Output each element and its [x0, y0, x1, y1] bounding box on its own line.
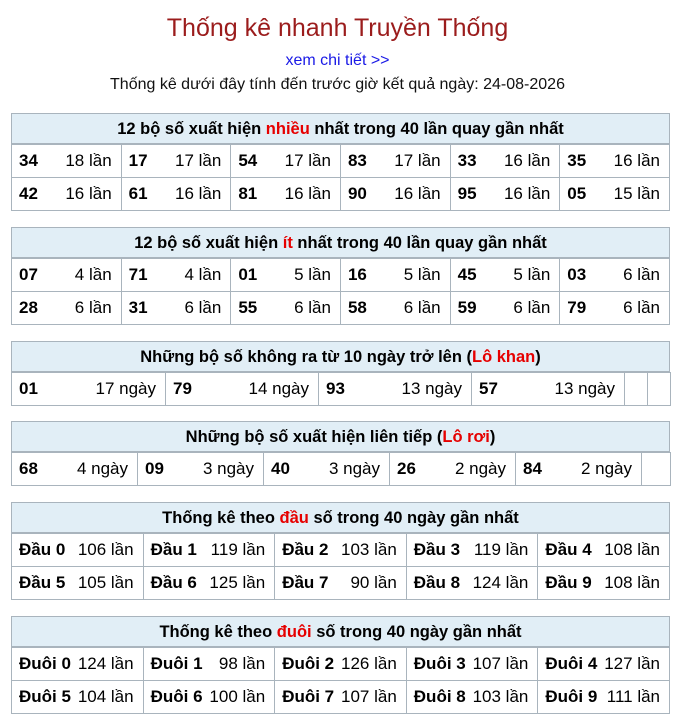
stat-label: 35: [567, 151, 587, 170]
stat-count: 103 lần: [341, 540, 397, 559]
table-row: [12, 178, 670, 211]
stat-count: 16 lần: [613, 151, 660, 170]
stat-label: 42: [19, 184, 38, 203]
stat-label: 01: [238, 265, 258, 284]
stat-cell: [12, 681, 144, 714]
stat-label: Đuôi 3: [413, 654, 466, 673]
stat-cell: [275, 681, 407, 714]
stat-label: Đầu 6: [150, 573, 197, 592]
stat-cell: [450, 292, 560, 325]
stat-count: 16 lần: [65, 184, 112, 203]
stat-count: 16 lần: [394, 184, 441, 203]
section-heading: 12 bộ số xuất hiện ít nhất trong 40 lần quay gần nhất: [11, 227, 670, 258]
stat-cell: [340, 178, 450, 211]
stat-cell: [319, 373, 472, 406]
section-heading: Những bộ số xuất hiện liên tiếp (Lô rơi): [11, 421, 670, 452]
dau-section: [11, 502, 670, 600]
stat-label: 26: [397, 459, 416, 478]
stat-label: 45: [457, 265, 477, 284]
stat-count: 6 lần: [513, 298, 551, 317]
stat-label: 57: [479, 379, 498, 398]
duoi-section: [11, 616, 670, 714]
stat-cell: [275, 567, 407, 600]
stat-cell: [231, 292, 341, 325]
page-subtitle: Thống kê dưới đây tính đến trước giờ kết quả ngày: 24-08-2026: [110, 76, 565, 93]
lo-roi-table: [11, 452, 671, 486]
stat-count: 108 lần: [604, 540, 660, 559]
stat-label: 68: [19, 459, 38, 478]
stat-cell: [560, 178, 670, 211]
stat-label: Đuôi 2: [282, 654, 335, 673]
stat-label: 71: [128, 265, 148, 284]
section-heading: 12 bộ số xuất hiện nhiều nhất trong 40 lần quay gần nhất: [11, 113, 670, 144]
stat-label: 93: [326, 379, 345, 398]
table-row: [12, 648, 670, 681]
stat-cell: [264, 453, 390, 486]
empty-cell: [648, 373, 671, 406]
stat-label: Đuôi 0: [19, 654, 71, 673]
stat-label: Đầu 7: [282, 573, 329, 592]
stat-cell: [472, 373, 625, 406]
stat-cell: [275, 534, 407, 567]
lo-roi-section: [11, 421, 670, 486]
table-row: [12, 259, 670, 292]
stat-label: 01: [19, 379, 38, 398]
stat-cell: [450, 259, 560, 292]
stat-cell: [231, 145, 341, 178]
table-row: [12, 681, 670, 714]
stat-cell: [406, 567, 538, 600]
stat-count: 108 lần: [604, 573, 660, 592]
stat-count: 15 lần: [613, 184, 660, 203]
empty-cell: [625, 373, 648, 406]
stat-label: Đầu 1: [150, 540, 197, 559]
stat-cell: [538, 534, 670, 567]
stat-cell: [12, 534, 144, 567]
lo-khan-table: [11, 372, 671, 406]
stat-cell: [231, 259, 341, 292]
stat-count: 16 lần: [174, 184, 222, 203]
stat-cell: [275, 648, 407, 681]
stat-count: 6 lần: [184, 298, 222, 317]
stat-count: 5 lần: [403, 265, 441, 284]
stat-count: 106 lần: [77, 540, 134, 559]
stat-cell: [12, 648, 144, 681]
section-heading: Thống kê theo đuôi số trong 40 ngày gần nhất: [11, 616, 670, 647]
stat-count: 3 ngày: [202, 459, 254, 478]
stat-label: 17: [128, 151, 148, 170]
stat-count: 4 lần: [74, 265, 112, 284]
stat-cell: [560, 292, 670, 325]
stat-cell: [138, 453, 264, 486]
stat-cell: [121, 145, 231, 178]
stat-count: 18 lần: [65, 151, 112, 170]
stat-label: 83: [347, 151, 367, 170]
section-heading: Thống kê theo đầu số trong 40 ngày gần nhất: [11, 502, 670, 533]
stat-label: 95: [457, 184, 477, 203]
stat-cell: [121, 292, 231, 325]
stat-cell: [12, 453, 138, 486]
stat-label: Đuôi 6: [150, 687, 203, 706]
stat-cell: [406, 534, 538, 567]
stat-count: 2 ngày: [580, 459, 632, 478]
stat-label: 59: [457, 298, 477, 317]
empty-cell: [642, 453, 671, 486]
stat-count: 126 lần: [341, 654, 397, 673]
stat-label: 33: [457, 151, 477, 170]
stat-label: Đuôi 4: [545, 654, 598, 673]
stat-count: 17 lần: [394, 151, 441, 170]
stat-count: 13 ngày: [401, 379, 462, 398]
stat-count: 17 lần: [174, 151, 222, 170]
stat-label: Đuôi 9: [545, 687, 598, 706]
stat-label: 40: [271, 459, 290, 478]
stat-label: 16: [347, 265, 367, 284]
stat-cell: [143, 534, 275, 567]
stat-cell: [143, 681, 275, 714]
stat-label: Đầu 0: [19, 540, 66, 559]
stat-label: Đầu 2: [282, 540, 329, 559]
stat-count: 119 lần: [210, 540, 266, 559]
stat-count: 14 ngày: [248, 379, 309, 398]
stat-count: 17 ngày: [95, 379, 156, 398]
stat-label: 81: [238, 184, 258, 203]
stat-count: 124 lần: [472, 573, 529, 592]
stat-cell: [450, 178, 560, 211]
stat-cell: [560, 145, 670, 178]
stat-count: 103 lần: [472, 687, 529, 706]
stat-count: 6 lần: [294, 298, 331, 317]
table-row: [12, 453, 671, 486]
least-frequent-section: [11, 227, 670, 325]
stat-label: Đầu 5: [19, 573, 66, 592]
stat-label: 55: [238, 298, 258, 317]
stat-cell: [12, 145, 122, 178]
stat-label: 28: [19, 298, 38, 317]
table-row: [12, 373, 671, 406]
stat-count: 125 lần: [209, 573, 266, 592]
stat-label: 07: [19, 265, 38, 284]
stat-label: Đầu 8: [413, 573, 461, 592]
stat-count: 100 lần: [209, 687, 266, 706]
dau-table: [11, 533, 670, 600]
stat-label: Đuôi 7: [282, 687, 335, 706]
stat-cell: [340, 145, 450, 178]
page-title: Thống kê nhanh Truyền Thống: [166, 14, 509, 42]
stat-label: 61: [128, 184, 148, 203]
stat-label: 34: [19, 151, 38, 170]
stat-count: 4 lần: [184, 265, 222, 284]
stat-cell: [450, 145, 560, 178]
stat-count: 4 ngày: [76, 459, 128, 478]
stat-cell: [406, 648, 538, 681]
stat-label: Đuôi 5: [19, 687, 71, 706]
stat-count: 98 lần: [218, 654, 266, 673]
stat-count: 127 lần: [604, 654, 660, 673]
stat-count: 6 lần: [623, 265, 660, 284]
stat-cell: [12, 373, 166, 406]
stat-count: 6 lần: [403, 298, 441, 317]
section-heading: Những bộ số không ra từ 10 ngày trở lên (Lô khan): [11, 341, 670, 372]
stat-label: 09: [145, 459, 164, 478]
table-row: [12, 534, 670, 567]
table-row: [12, 145, 670, 178]
stat-label: 03: [567, 265, 587, 284]
stat-cell: [538, 567, 670, 600]
stat-cell: [121, 259, 231, 292]
stat-count: 5 lần: [294, 265, 331, 284]
table-row: [12, 292, 670, 325]
stat-cell: [231, 178, 341, 211]
duoi-table: [11, 647, 670, 714]
stat-count: 5 lần: [513, 265, 551, 284]
stat-cell: [143, 648, 275, 681]
stat-count: 124 lần: [77, 654, 134, 673]
stat-count: 3 ngày: [328, 459, 380, 478]
stat-cell: [340, 259, 450, 292]
stat-cell: [12, 292, 122, 325]
stat-label: 90: [347, 184, 367, 203]
stat-cell: [390, 453, 516, 486]
stat-cell: [12, 567, 144, 600]
stat-label: 84: [523, 459, 542, 478]
stat-label: Đuôi 8: [413, 687, 466, 706]
stat-label: Đuôi 1: [150, 654, 203, 673]
stat-cell: [406, 681, 538, 714]
stat-cell: [166, 373, 319, 406]
stat-label: 58: [347, 298, 367, 317]
stat-count: 107 lần: [341, 687, 397, 706]
stat-label: 79: [567, 298, 587, 317]
stat-label: Đầu 4: [545, 540, 592, 559]
stat-label: Đầu 9: [545, 573, 592, 592]
most-frequent-section: [11, 113, 670, 211]
stat-count: 105 lần: [77, 573, 134, 592]
stat-count: 16 lần: [503, 151, 551, 170]
stat-count: 6 lần: [74, 298, 112, 317]
stat-label: 79: [173, 379, 192, 398]
stat-count: 104 lần: [77, 687, 134, 706]
stat-cell: [143, 567, 275, 600]
stat-count: 107 lần: [472, 654, 529, 673]
stat-cell: [12, 178, 122, 211]
stat-cell: [121, 178, 231, 211]
stat-count: 90 lần: [350, 573, 397, 592]
stat-cell: [538, 648, 670, 681]
stat-cell: [340, 292, 450, 325]
stat-count: 6 lần: [623, 298, 660, 317]
stat-count: 17 lần: [284, 151, 331, 170]
stat-cell: [560, 259, 670, 292]
stat-label: Đầu 3: [413, 540, 461, 559]
stat-cell: [538, 681, 670, 714]
most-frequent-table: [11, 144, 670, 211]
stat-count: 13 ngày: [554, 379, 615, 398]
view-details-link[interactable]: xem chi tiết >>: [285, 52, 390, 69]
stat-label: 31: [128, 298, 148, 317]
lo-khan-section: [11, 341, 670, 406]
stat-count: 16 lần: [503, 184, 551, 203]
stat-count: 2 ngày: [454, 459, 506, 478]
stat-label: 05: [567, 184, 587, 203]
stat-count: 119 lần: [473, 540, 529, 559]
stat-label: 54: [238, 151, 258, 170]
stat-count: 16 lần: [284, 184, 331, 203]
stat-cell: [516, 453, 642, 486]
stat-cell: [12, 259, 122, 292]
stat-count: 111 lần: [606, 687, 660, 706]
least-frequent-table: [11, 258, 670, 325]
table-row: [12, 567, 670, 600]
